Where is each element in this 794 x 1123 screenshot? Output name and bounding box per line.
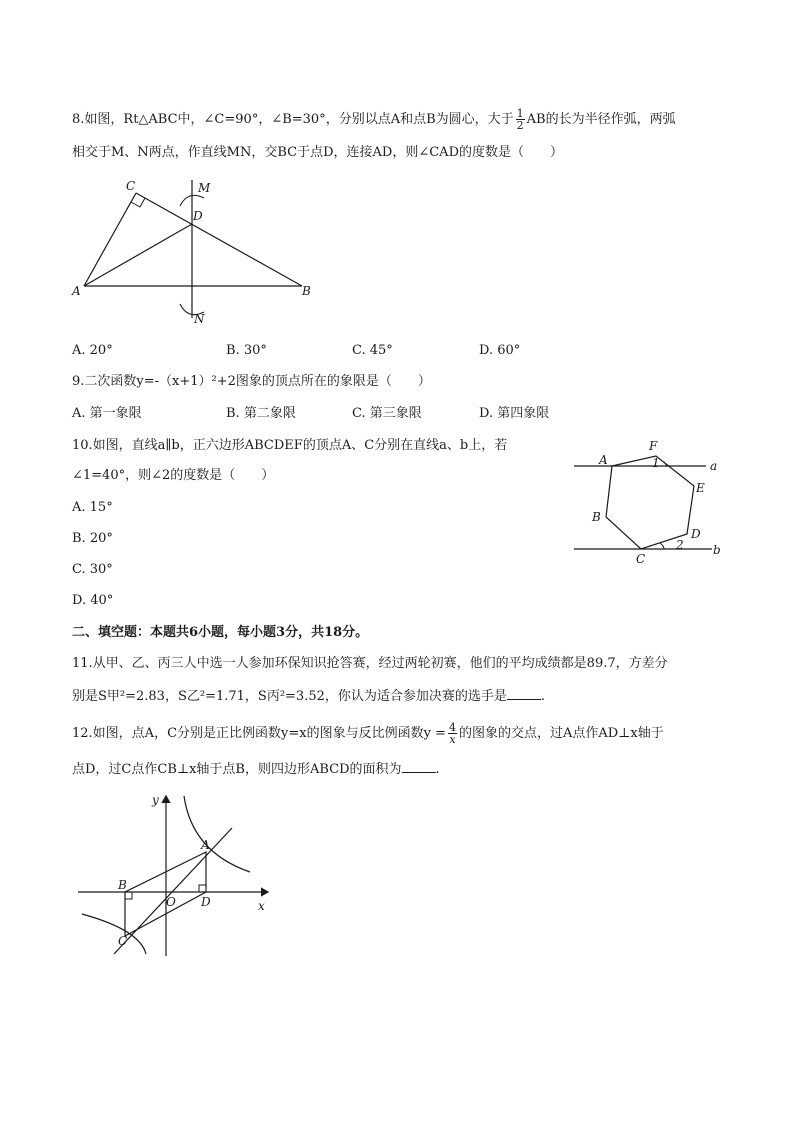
q11-answer-blank[interactable] bbox=[507, 687, 541, 700]
q8-line2: 相交于M、N两点，作直线MN，交BC于点D，连接AD，则∠CAD的度数是（ ） bbox=[72, 145, 563, 160]
q9-option-d: D. 第四象限 bbox=[479, 406, 550, 421]
q12-frac-num: 4 bbox=[448, 721, 456, 734]
q8-seg-ad bbox=[84, 224, 192, 286]
q12-label-o: O bbox=[166, 895, 176, 909]
q8-label-a: A bbox=[72, 284, 81, 298]
q9-option-a: A. 第一象限 bbox=[72, 406, 142, 421]
q12-end: . bbox=[435, 762, 440, 777]
q10-option-d: D. 40° bbox=[72, 593, 114, 608]
q8-option-a: A. 20° bbox=[72, 343, 113, 358]
q10-label-a: A bbox=[599, 453, 608, 467]
q10-option-a: A. 15° bbox=[72, 500, 113, 515]
q8-label-m: M bbox=[198, 181, 211, 195]
q10-label-c: C bbox=[636, 552, 646, 566]
q12-line2 bbox=[72, 760, 440, 779]
q8-label-d: D bbox=[193, 209, 203, 223]
q10-label-1: 1 bbox=[652, 456, 660, 470]
q8-frac-den: 2 bbox=[516, 119, 524, 132]
q12-hyperbola-branch-1 bbox=[184, 796, 250, 872]
q8-option-b: B. 30° bbox=[226, 343, 267, 358]
section-2-heading: 二、填空题：本题共6小题，每小题3分，共18分。 bbox=[72, 625, 369, 640]
q12-answer-blank[interactable] bbox=[402, 760, 436, 773]
q11-text: 别是S甲²=2.83，S乙²=1.71，S丙²=3.52，你认为适合参加决赛的选手是 bbox=[72, 689, 507, 704]
q11-end: . bbox=[540, 689, 546, 704]
q10-option-c: C. 30° bbox=[72, 562, 113, 577]
q8-seg-cb bbox=[136, 193, 302, 286]
q10-angle-1-arc bbox=[664, 462, 666, 466]
q10-label-b: B bbox=[592, 510, 601, 524]
q12-right-angle-b bbox=[125, 892, 132, 899]
q10-line1: 10.如图，直线a∥b，正六边形ABCDEF的顶点A、C分别在直线a、b上，若 bbox=[72, 438, 508, 453]
q8-line1 bbox=[72, 108, 676, 131]
q10-label-f: F bbox=[649, 439, 658, 453]
q9-option-b: B. 第二象限 bbox=[226, 406, 296, 421]
q12-label-d: D bbox=[201, 895, 211, 909]
q8-frac-num: 1 bbox=[516, 107, 524, 120]
q8-label-n: N bbox=[194, 312, 205, 326]
q12-text-a: 12.如图，点A，C分别是正比例函数y=x的图象与反比例函数y = bbox=[72, 726, 446, 741]
q9-stem: 9.二次函数y=-（x+1）²+2图象的顶点所在的象限是（ ） bbox=[72, 374, 431, 389]
q12-line1 bbox=[72, 722, 664, 745]
q12-label-y: y bbox=[152, 793, 159, 807]
q12-label-x: x bbox=[258, 899, 265, 913]
q10-label-d: D bbox=[691, 527, 701, 541]
q12-figure bbox=[74, 790, 284, 960]
q10-option-b: B. 20° bbox=[72, 531, 113, 546]
q12-right-angle-d bbox=[199, 885, 206, 892]
q12-label-b: B bbox=[118, 878, 127, 892]
q8-text-a: 8.如图，Rt△ABC中，∠C=90°，∠B=30°，分别以点A和点B为圆心，大于 bbox=[72, 112, 514, 127]
q8-option-c: C. 45° bbox=[352, 343, 393, 358]
q10-line2: ∠1=40°，则∠2的度数是（ ） bbox=[72, 468, 275, 483]
q8-label-c: C bbox=[126, 179, 136, 193]
q12-text: 点D，过C点作CB⊥x轴于点B，则四边形ABCD的面积为 bbox=[72, 762, 402, 777]
q12-hyperbola-branch-2 bbox=[82, 914, 146, 954]
q10-label-line-a: a bbox=[710, 459, 718, 473]
q11-line1: 11.从甲、乙、丙三人中选一人参加环保知识抢答赛，经过两轮初赛，他们的平均成绩都是89.7，方差分 bbox=[72, 656, 668, 671]
q12-label-a: A bbox=[201, 838, 210, 852]
q10-angle-2-arc bbox=[660, 543, 664, 549]
q12-text-b: 的图象的交点，过A点作AD⊥x轴于 bbox=[458, 726, 664, 741]
q10-hexagon bbox=[606, 456, 694, 549]
q9-option-c: C. 第三象限 bbox=[352, 406, 422, 421]
q8-text-b: AB的长为半径作弧，两弧 bbox=[526, 112, 676, 127]
q12-frac-den: x bbox=[449, 733, 456, 746]
q8-seg-ac bbox=[84, 193, 136, 286]
q8-figure bbox=[70, 176, 330, 326]
q8-fraction bbox=[516, 108, 525, 131]
q10-label-2: 2 bbox=[676, 538, 684, 552]
q10-figure bbox=[568, 434, 728, 574]
q11-line2 bbox=[72, 687, 545, 706]
q8-option-d: D. 60° bbox=[479, 343, 521, 358]
q12-label-c: C bbox=[118, 934, 128, 948]
q8-label-b: B bbox=[302, 284, 311, 298]
q12-fraction bbox=[448, 722, 457, 745]
q10-label-line-b: b bbox=[713, 543, 721, 557]
q10-label-e: E bbox=[696, 481, 705, 495]
